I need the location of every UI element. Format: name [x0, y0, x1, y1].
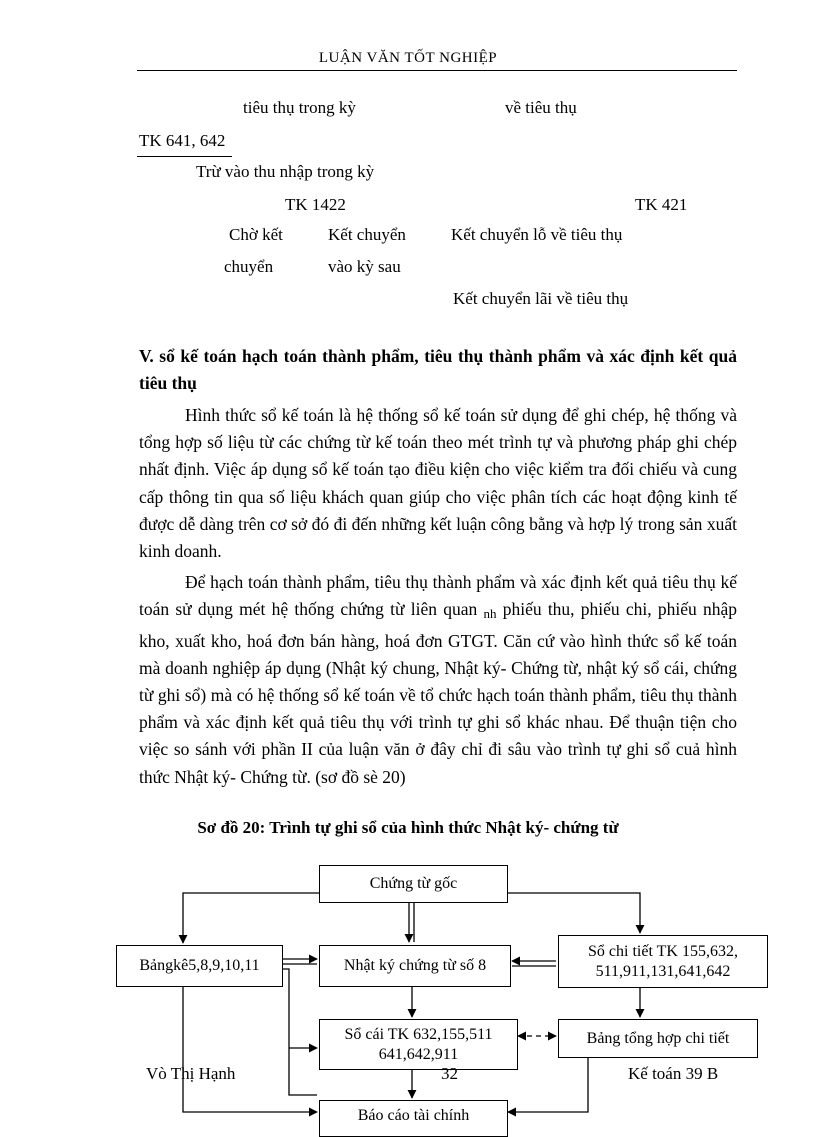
label-tieu-thu-trong-ky: tiêu thụ trong kỳ: [243, 98, 356, 117]
box-bang-ke-label: Bảngkê5,8,9,10,11: [139, 957, 260, 974]
box-so-chi-tiet-line-2: 511,911,131,641,642: [595, 962, 731, 980]
box-so-cai: [319, 1019, 518, 1070]
paragraph-1: Hình thức sổ kế toán là hệ thống sổ kế toán sử dụng để ghi chép, hệ thống và tổng hợp số liệu từ các chứng từ kế toán theo mét trình tự và phương pháp ghi chép nhất định. Việc áp dụng sổ kế toán tạo điều kiện cho việc kiểm tra đối chiếu và cung cấp thông tin qua số liệu khách quan giúp cho việc phân tích các hoạt động kinh tế được dễ dàng trên cơ sở đó đi đến những kết luận công bằng và hợp lý trong sản xuất kinh doanh.: [139, 405, 737, 562]
flowchart-caption: Sơ đồ 20: Trình tự ghi sổ của hình thức Nhật ký- chứng từ: [197, 818, 619, 837]
label-vao-ky-sau: vào kỳ sau: [328, 257, 401, 276]
label-chuyen: chuyển: [224, 257, 274, 276]
footer-page-number: 32: [441, 1064, 458, 1083]
box-bang-ke: [116, 945, 283, 987]
label-ket-chuyen-lo: Kết chuyển lỗ về tiêu thụ: [451, 225, 623, 244]
label-ket-chuyen-lai: Kết chuyển lãi về tiêu thụ: [453, 289, 629, 308]
running-header: LUẬN VĂN TỐT NGHIỆP: [318, 50, 498, 66]
box-chung-tu-goc: [319, 865, 508, 903]
section-heading: V. sổ kế toán hạch toán thành phẩm, tiêu thụ thành phẩm và xác định kết quả tiêu thụ: [139, 346, 737, 393]
box-nhat-ky-label: Nhật ký chứng từ số 8: [343, 957, 487, 974]
box-bang-tong-hop: [558, 1019, 758, 1058]
box-so-cai-line-2: 641,642,911: [378, 1045, 459, 1063]
box-bang-tong-hop-label: Bảng tổng hợp chi tiết: [586, 1029, 730, 1047]
account-tk-641-642: TK 641, 642: [139, 131, 226, 150]
footer-author: Vò Thị Hạnh: [146, 1064, 236, 1083]
footer-class: Kế toán 39 B: [628, 1064, 719, 1083]
box-nhat-ky-chung-tu: [319, 945, 511, 987]
label-ket-chuyen: Kết chuyển: [328, 225, 406, 244]
label-ve-tieu-thu: về tiêu thụ: [505, 98, 577, 117]
label-tru-vao-thu-nhap: Trừ vào thu nhập trong kỳ: [196, 162, 375, 181]
label-che-ket: Chờ kết: [229, 225, 283, 244]
box-bao-cao-tai-chinh: [319, 1100, 508, 1137]
box-bao-cao-label: Báo cáo tài chính: [357, 1107, 470, 1124]
box-chung-tu-goc-label: Chứng từ gốc: [369, 875, 458, 892]
paragraph-2-nh: nh: [483, 606, 497, 622]
account-tk-1422: TK 1422: [285, 195, 346, 214]
box-so-cai-line-1: Sổ cái TK 632,155,511: [344, 1025, 493, 1043]
box-so-chi-tiet-line-1: Sổ chi tiết TK 155,632,: [588, 942, 738, 960]
paragraph-2-part-b: phiếu thu, phiếu chi, phiếu nhập kho, xuất kho, hoá đơn bán hàng, hoá đơn GTGT. Căn cứ vào hình thức sổ kế toán mà doanh nghiệp áp dụng (Nhật ký chung, Nhật ký- Chứng từ, nhật ký sổ cái, chứng từ ghi sổ) mà có hệ thống sổ kế toán về tổ chức hạch toán thành phẩm, tiêu thụ thành phẩm và xác định kết quả tiêu thụ với trình tự ghi sổ khác nhau. Để thuận tiện cho việc so sánh với phần II của luận văn ở đây chỉ đi sâu vào trình tự ghi sổ cuả hình thức Nhật ký- Chứng từ. (sơ đồ sè 20): [139, 599, 738, 787]
box-so-chi-tiet: [558, 935, 768, 988]
account-tk-421: TK 421: [635, 195, 688, 214]
paragraph-2-part-a: Để hạch toán thành phẩm, tiêu thụ thành phẩm và xác định kết quả tiêu thụ kế toán sử dụng mét hệ thống chứng từ liên quan: [139, 572, 737, 620]
